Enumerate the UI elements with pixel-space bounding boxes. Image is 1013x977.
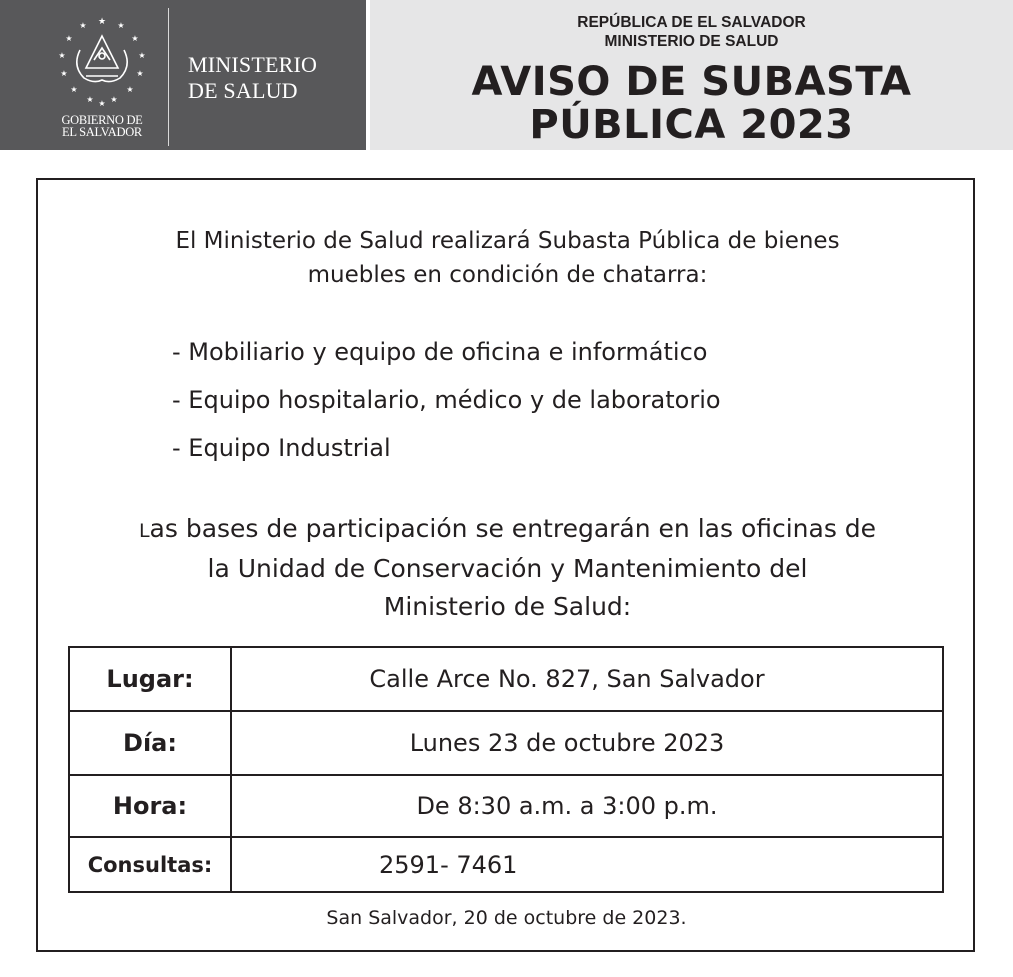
svg-text:★: ★ bbox=[65, 34, 73, 43]
seal-caption bbox=[50, 114, 154, 138]
list-item: - Equipo hospitalario, médico y de laboratorio bbox=[172, 386, 721, 414]
bases-first-letter: L bbox=[138, 520, 150, 542]
bases-paragraph bbox=[38, 510, 977, 626]
svg-text:★: ★ bbox=[117, 21, 125, 30]
time-value: De 8:30 a.m. a 3:00 p.m. bbox=[231, 775, 943, 837]
svg-text:★: ★ bbox=[126, 85, 134, 94]
location-label: Lugar: bbox=[69, 647, 231, 711]
svg-text:★: ★ bbox=[79, 21, 87, 30]
government-seal bbox=[50, 10, 154, 138]
time-label: Hora: bbox=[69, 775, 231, 837]
ministry-name-line-1: MINISTERIO bbox=[188, 52, 318, 77]
table-row bbox=[69, 775, 943, 837]
auction-details-table bbox=[68, 646, 944, 893]
day-label: Día: bbox=[69, 711, 231, 775]
ministry-name-line-2: DE SALUD bbox=[188, 78, 298, 103]
svg-text:★: ★ bbox=[131, 34, 139, 43]
svg-text:★: ★ bbox=[98, 99, 106, 108]
seal-caption-line-2: EL SALVADOR bbox=[62, 125, 142, 139]
auction-items-list bbox=[172, 328, 721, 472]
list-item: - Mobiliario y equipo de oficina e informático bbox=[172, 338, 708, 366]
republic-heading: REPÚBLICA DE EL SALVADOR bbox=[577, 14, 806, 31]
svg-text:★: ★ bbox=[60, 69, 68, 78]
location-value: Calle Arce No. 827, San Salvador bbox=[231, 647, 943, 711]
list-item: - Equipo Industrial bbox=[172, 434, 391, 462]
table-row bbox=[69, 711, 943, 775]
svg-text:★: ★ bbox=[110, 95, 118, 104]
intro-line-2: muebles en condición de chatarra: bbox=[307, 262, 708, 288]
header-logo-panel bbox=[0, 0, 366, 150]
svg-text:★: ★ bbox=[138, 51, 146, 60]
table-row bbox=[69, 647, 943, 711]
day-value: Lunes 23 de octubre 2023 bbox=[231, 711, 943, 775]
bases-line-2: la Unidad de Conservación y Mantenimiento del bbox=[207, 554, 808, 583]
header-title-panel bbox=[370, 0, 1013, 150]
table-row bbox=[69, 837, 943, 892]
svg-text:★: ★ bbox=[58, 51, 66, 60]
seal-caption-line-1: GOBIERNO DE bbox=[61, 113, 143, 127]
bases-line-1 bbox=[38, 510, 977, 550]
ministry-heading: MINISTERIO DE SALUD bbox=[604, 33, 779, 50]
intro-paragraph bbox=[38, 224, 977, 292]
svg-text:★: ★ bbox=[70, 85, 78, 94]
svg-text:★: ★ bbox=[136, 69, 144, 78]
svg-text:★: ★ bbox=[97, 17, 107, 27]
inquiries-label: Consultas: bbox=[69, 837, 231, 892]
notice-title-line-1: AVISO DE SUBASTA bbox=[471, 59, 912, 105]
ministry-name bbox=[188, 52, 317, 104]
bases-line-3: Ministerio de Salud: bbox=[383, 592, 632, 621]
bases-line-1-text: as bases de participación se entregarán en las oficinas de bbox=[149, 514, 877, 543]
header-divider bbox=[168, 8, 169, 146]
notice-title-line-2: PÚBLICA 2023 bbox=[529, 102, 854, 148]
intro-line-1: El Ministerio de Salud realizará Subasta Pública de bienes bbox=[175, 228, 840, 254]
inquiries-value: 2591- 7461 bbox=[231, 837, 943, 892]
svg-text:★: ★ bbox=[86, 95, 94, 104]
coat-of-arms-icon bbox=[50, 10, 154, 110]
issue-date: San Salvador, 20 de octubre de 2023. bbox=[326, 907, 687, 929]
